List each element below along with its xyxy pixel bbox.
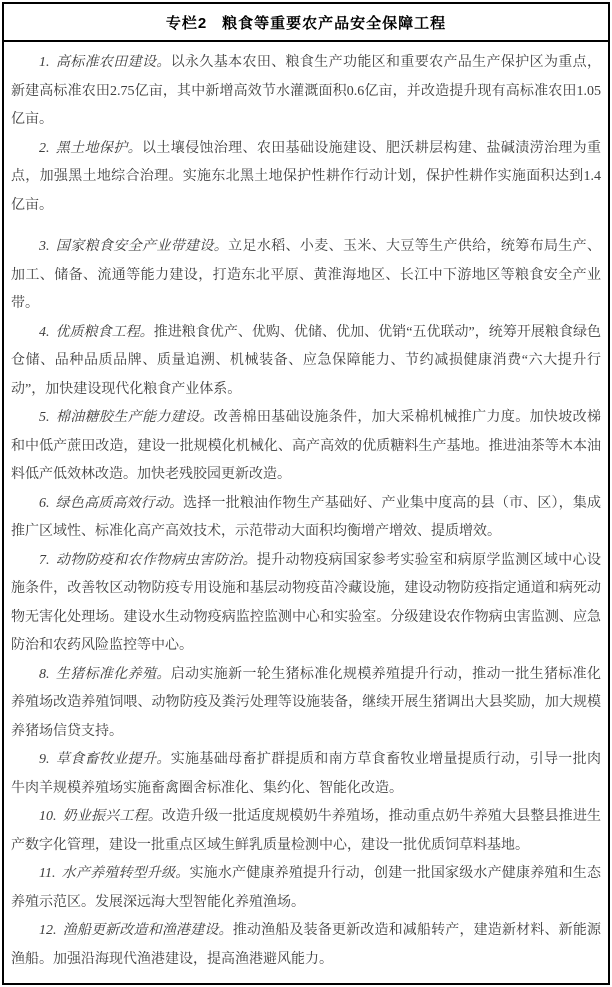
item-lead-phrase: 优质粮食工程。: [55, 324, 154, 340]
box-body: [4, 42, 608, 983]
list-item: [11, 917, 601, 974]
list-item: [11, 49, 601, 135]
item-lead-phrase: 奶业振兴工程。: [62, 809, 162, 824]
item-body-text: 选择一批粮油作物生产基础好、产业集中度高的县（市、区），集成推广区域性、标准化高产高效技术，示范带动大面积均衡增产增效、提质增效。: [11, 495, 602, 539]
list-item: [11, 233, 601, 319]
item-body-text: 立足水稻、小麦、玉米、大豆等生产供给，统筹布局生产、加工、储备、流通等能力建设，打造东北平原、黄淮海地区、长江中下游地区等粮食安全产业带。: [11, 239, 602, 311]
column-box: [2, 2, 610, 985]
list-item: [11, 860, 601, 917]
item-body-text: 推动渔船及装备更新改造和减船转产，建造新材料、新能源渔船。加强沿海现代渔港建设，提高渔港避风能力。: [11, 923, 602, 967]
item-lead-phrase: 国家粮食安全产业带建设。: [55, 239, 229, 254]
box-title-text: 粮食等重要农产品安全保障工程: [222, 14, 447, 32]
box-title-prefix: 专栏2: [165, 14, 208, 32]
item-body-text: 改造升级一批适度规模奶牛养殖场，推动重点奶牛养殖大县整县推进生产数字化管理，建设一批重点区域生鲜乳质量检测中心，建设一批优质饲草料基地。: [11, 809, 602, 853]
item-lead-phrase: 动物防疫和农作物病虫害防治。: [55, 552, 257, 568]
list-item: [11, 135, 601, 221]
item-number: 3.: [39, 239, 50, 254]
item-number: 1.: [39, 55, 50, 70]
item-body-text: 改善棉田基础设施条件，加大采棉机械推广力度。加快坡改梯和中低产蔗田改造，建设一批规模化机械化、高产高效的优质糖料生产基地。推进油茶等木本油料低产低效林改造。加快老残胶园更新改造。: [11, 410, 602, 482]
item-number: 10.: [39, 809, 57, 824]
list-item: [11, 490, 601, 547]
item-number: 9.: [39, 752, 50, 767]
item-number: 5.: [39, 410, 50, 425]
item-lead-phrase: 高标准农田建设。: [55, 55, 171, 70]
item-number: 6.: [39, 495, 50, 511]
list-item: [11, 319, 601, 405]
list-item: [11, 547, 601, 661]
item-lead-phrase: 绿色高质高效行动。: [55, 495, 184, 511]
item-number: 2.: [39, 140, 50, 156]
item-lead-phrase: 生猪标准化养殖。: [55, 666, 171, 682]
list-item: [11, 404, 601, 490]
item-lead-phrase: 棉油糖胶生产能力建设。: [55, 410, 214, 425]
list-item: [11, 746, 601, 803]
box-title: [4, 4, 608, 42]
item-body-text: 实施基础母畜扩群提质和南方草食畜牧业增量提质行动，引导一批肉牛肉羊规模养殖场实施畜禽圈舍标准化、集约化、智能化改造。: [11, 752, 602, 796]
item-number: 7.: [39, 552, 50, 568]
item-number: 8.: [39, 666, 50, 682]
item-number: 4.: [39, 324, 50, 340]
item-lead-phrase: 草食畜牧业提升。: [55, 752, 171, 767]
item-number: 12.: [39, 923, 57, 938]
item-body-text: 推进粮食优产、优购、优储、优加、优销“五优联动”，统筹开展粮食绿色仓储、品种品质品牌、质量追溯、机械装备、应急保障能力、节约减损健康消费“六大提升行动”，加快建设现代化粮食产业体系。: [11, 324, 601, 397]
item-body-text: 以土壤侵蚀治理、农田基础设施建设、肥沃耕层构建、盐碱渍涝治理为重点，加强黑土地综合治理。实施东北黑土地保护性耕作行动计划，保护性耕作实施面积达到1.4亿亩。: [11, 140, 602, 213]
item-lead-phrase: 水产养殖转型升级。: [61, 866, 190, 881]
item-body-text: 提升动物疫病国家参考实验室和病原学监测区域中心设施条件，改善牧区动物防疫专用设施和基层动物疫苗冷藏设施，建设动物防疫指定通道和病死动物无害化处理场。建设水生动物疫病监控监测中心和实验室。分级建设农作物病虫害监测、应急防治和农药风险监控等中心。: [11, 552, 601, 653]
item-body-text: 以永久基本农田、粮食生产功能区和重要农产品生产保护区为重点，新建高标准农田2.75亿亩，其中新增高效节水灌溉面积0.6亿亩，并改造提升现有高标准农田1.05亿亩。: [11, 55, 602, 127]
list-item: [11, 661, 601, 747]
list-item: [11, 803, 601, 860]
item-number: 11.: [39, 866, 56, 881]
item-lead-phrase: 黑土地保护。: [55, 140, 142, 156]
item-body-text: 实施水产健康养殖提升行动，创建一批国家级水产健康养殖和生态养殖示范区。发展深远海大型智能化养殖渔场。: [11, 866, 602, 910]
item-body-text: 启动实施新一轮生猪标准化规模养殖提升行动，推动一批生猪标准化养殖场改造养殖饲喂、动物防疫及粪污处理等设施装备，继续开展生猪调出大县奖励，加大规模养猪场信贷支持。: [11, 666, 602, 739]
item-lead-phrase: 渔船更新改造和渔港建设。: [62, 923, 233, 938]
